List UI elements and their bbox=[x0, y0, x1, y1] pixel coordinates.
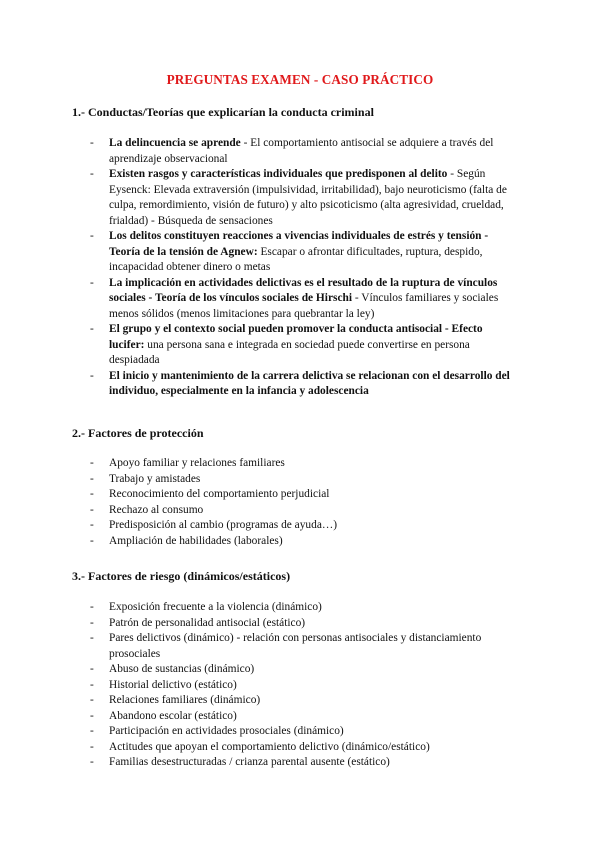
bullet-dash: - bbox=[90, 276, 94, 289]
list-item: - Pares delictivos (dinámico) - relación con personas antisociales y distanciamiento prosociales bbox=[90, 632, 482, 660]
list-item: - La delincuencia se aprende - El comportamiento antisocial se adquiere a través del aprendizaje observacional bbox=[90, 137, 494, 165]
list-item: - Patrón de personalidad antisocial (estático) bbox=[0, 616, 600, 632]
bullet-dash: - bbox=[90, 616, 94, 629]
list-item: - Ampliación de habilidades (laborales) bbox=[0, 534, 600, 550]
theories-list bbox=[0, 136, 600, 400]
bullet-dash: - bbox=[90, 472, 94, 485]
bullet-dash: - bbox=[90, 168, 94, 180]
bullet-dash: - bbox=[90, 534, 94, 547]
bullet-dash: - bbox=[90, 519, 94, 531]
bullet-dash: - bbox=[90, 230, 94, 242]
list-item: - Actitudes que apoyan el comportamiento delictivo (dinámico/estático) bbox=[0, 740, 600, 756]
protection-factors-list bbox=[0, 456, 600, 549]
section-2-heading: 2.- Factores de protección bbox=[72, 426, 204, 440]
bullet-dash: - bbox=[90, 678, 94, 691]
bullet-dash: - bbox=[90, 740, 94, 753]
bullet-dash: - bbox=[90, 709, 94, 722]
bullet-dash: - bbox=[90, 725, 94, 737]
page-title: PREGUNTAS EXAMEN - CASO PRÁCTICO bbox=[166, 72, 434, 87]
list-item: - Trabajo y amistades bbox=[0, 472, 600, 488]
list-item: - Existen rasgos y características individuales que predisponen al delito - Según Eysenck: Elevada extraversión (impulsividad, irritabilidad), bajo neuroticismo (falta de culpa, remordimiento, visión de futuro) y alto psicoticismo (alta agresividad, crueldad, frialdad) - Búsqueda de sensaciones bbox=[90, 168, 507, 227]
bullet-dash: - bbox=[90, 323, 94, 335]
section-1-heading: 1.- Conductas/Teorías que explicarían la conducta criminal bbox=[72, 105, 374, 119]
risk-factors-list bbox=[0, 600, 600, 771]
bullet-dash: - bbox=[90, 137, 94, 149]
list-item: - Historial delictivo (estático) bbox=[0, 678, 600, 694]
list-item: - Exposición frecuente a la violencia (dinámico) bbox=[0, 600, 600, 616]
bullet-dash: - bbox=[90, 632, 94, 644]
list-item: - Familias desestructuradas / crianza parental ausente (estático) bbox=[0, 755, 600, 771]
bullet-dash: - bbox=[90, 457, 94, 469]
bullet-dash: - bbox=[90, 503, 94, 516]
section-3-heading: 3.- Factores de riesgo (dinámicos/estáticos) bbox=[72, 569, 291, 583]
bullet-dash: - bbox=[90, 601, 94, 613]
list-item: - Participación en actividades prosociales (dinámico) bbox=[0, 724, 600, 740]
list-item: - La implicación en actividades delictivas es el resultado de la ruptura de vínculos sociales - Teoría de los vínculos sociales de Hirschi - Vínculos familiares y sociales menos sólidos (menos limitaciones para quebrantar la ley) bbox=[90, 276, 499, 320]
list-item: - Los delitos constituyen reacciones a vivencias individuales de estrés y tensión - Teoría de la tensión de Agnew: Escapar o afrontar dificultades, ruptura, despido, incapacidad obtener dinero o metas bbox=[90, 230, 489, 273]
list-item: - Reconocimiento del comportamiento perjudicial bbox=[0, 487, 600, 503]
list-item: - Predisposición al cambio (programas de ayuda…) bbox=[0, 518, 600, 534]
list-item: - El grupo y el contexto social pueden promover la conducta antisocial - Efecto lucifer: una persona sana e integrada en sociedad puede convertirse en persona despiadada bbox=[90, 323, 483, 366]
list-item: - Relaciones familiares (dinámico) bbox=[0, 693, 600, 709]
bullet-dash: - bbox=[90, 694, 94, 706]
bullet-dash: - bbox=[90, 756, 94, 768]
list-item: - Apoyo familiar y relaciones familiares bbox=[0, 456, 600, 472]
list-item: - Rechazo al consumo bbox=[0, 503, 600, 519]
bullet-dash: - bbox=[90, 488, 94, 500]
bullet-dash: - bbox=[90, 369, 94, 382]
list-item: - El inicio y mantenimiento de la carrera delictiva se relacionan con el desarrollo del individuo, especialmente en la infancia y adolescencia bbox=[90, 369, 510, 397]
list-item: - Abuso de sustancias (dinámico) bbox=[0, 662, 600, 678]
list-item: - Abandono escolar (estático) bbox=[0, 709, 600, 725]
bullet-dash: - bbox=[90, 663, 94, 675]
